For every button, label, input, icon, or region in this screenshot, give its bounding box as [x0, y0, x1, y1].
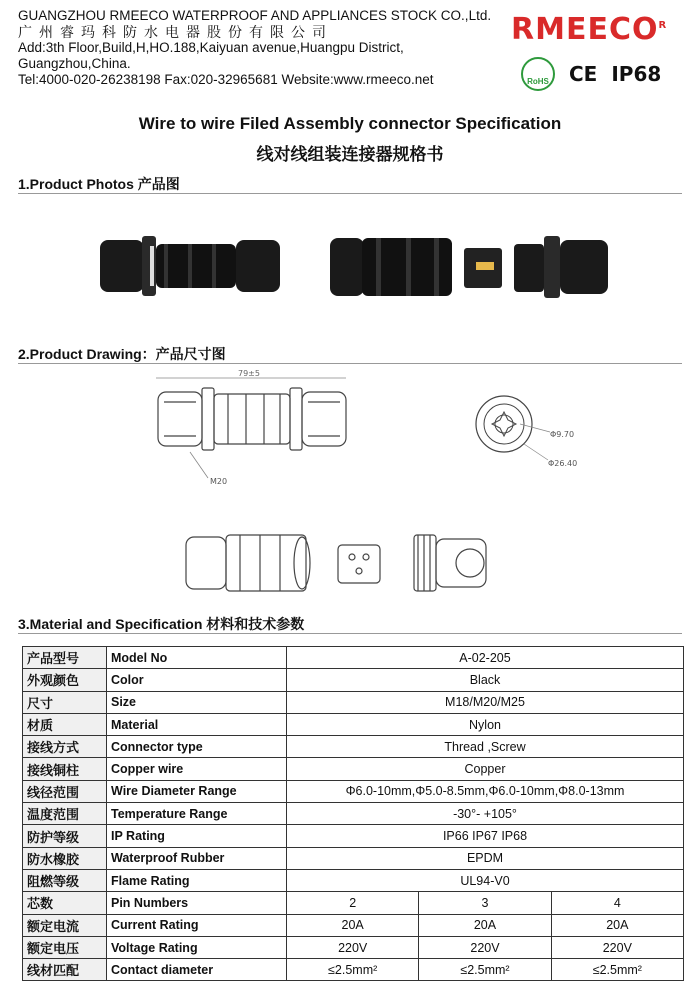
- rohs-icon: [521, 57, 555, 91]
- spec-value: Φ6.0-10mm,Φ5.0-8.5mm,Φ6.0-10mm,Φ8.0-13mm: [287, 780, 684, 802]
- section-specification: 3.Material and Specification 材料和技术参数: [18, 616, 305, 632]
- spec-value: ≤2.5mm²: [287, 959, 419, 981]
- address-line-2: Guangzhou,China.: [18, 56, 131, 71]
- assembled-connector-photo: [92, 226, 292, 306]
- spec-row: [23, 647, 684, 669]
- spec-label-en: Contact diameter: [107, 959, 287, 981]
- spec-label-cn: 防水橡胶: [23, 847, 107, 869]
- spec-label-en: Model No: [107, 647, 287, 669]
- spec-label-en: Temperature Range: [107, 803, 287, 825]
- company-header: [18, 8, 508, 88]
- spec-label-cn: 材质: [23, 713, 107, 735]
- spec-value: Nylon: [287, 713, 684, 735]
- spec-value: Thread ,Screw: [287, 736, 684, 758]
- spec-label-cn: 尺寸: [23, 691, 107, 713]
- spec-label-en: Current Rating: [107, 914, 287, 936]
- spec-row: [23, 691, 684, 713]
- exploded-parts-drawing: [180, 525, 520, 600]
- end-view-drawing: [470, 382, 600, 472]
- spec-value: 2: [287, 892, 419, 914]
- inner-diameter-label: Φ9.70: [550, 430, 575, 439]
- spec-value: 20A: [287, 914, 419, 936]
- spec-value: -30°- +105°: [287, 803, 684, 825]
- spec-label-cn: 温度范围: [23, 803, 107, 825]
- spec-value: 3: [419, 892, 551, 914]
- spec-value: ≤2.5mm²: [551, 959, 683, 981]
- spec-label-cn: 线材匹配: [23, 959, 107, 981]
- spec-value: M18/M20/M25: [287, 691, 684, 713]
- spec-table: [22, 646, 684, 981]
- spec-label-en: IP Rating: [107, 825, 287, 847]
- doc-title-cn: 线对线组装连接器规格书: [256, 145, 444, 164]
- spec-label-cn: 外观颜色: [23, 669, 107, 691]
- section-product-drawing: 2.Product Drawing：产品尺寸图: [18, 346, 226, 362]
- outer-diameter-label: Φ26.40: [548, 459, 578, 468]
- ip68-mark: IP68: [611, 62, 662, 86]
- spec-label-cn: 线径范围: [23, 780, 107, 802]
- spec-row: [23, 869, 684, 891]
- spec-row-multi: [23, 892, 684, 914]
- spec-row-multi: [23, 936, 684, 958]
- spec-label-en: Flame Rating: [107, 869, 287, 891]
- spec-value: Black: [287, 669, 684, 691]
- doc-title-en: Wire to wire Filed Assembly connector Specification: [138, 114, 562, 133]
- spec-value: 220V: [287, 936, 419, 958]
- certifications: [521, 57, 661, 91]
- spec-value: 220V: [551, 936, 683, 958]
- disassembled-connector-photo: [326, 228, 616, 306]
- registered-mark: R: [658, 20, 668, 31]
- section-divider: [18, 363, 682, 364]
- rohs-label: RoHS: [527, 77, 549, 86]
- spec-value: 20A: [419, 914, 551, 936]
- brand-logo-area: [511, 12, 686, 92]
- brand-logo: [511, 12, 686, 47]
- spec-row: [23, 780, 684, 802]
- spec-row: [23, 803, 684, 825]
- spec-value: 4: [551, 892, 683, 914]
- spec-value: ≤2.5mm²: [419, 959, 551, 981]
- spec-label-en: Connector type: [107, 736, 287, 758]
- spec-row: [23, 758, 684, 780]
- spec-value: IP66 IP67 IP68: [287, 825, 684, 847]
- spec-label-cn: 额定电压: [23, 936, 107, 958]
- spec-row: [23, 825, 684, 847]
- spec-value: EPDM: [287, 847, 684, 869]
- spec-label-en: Wire Diameter Range: [107, 780, 287, 802]
- spec-label-en: Pin Numbers: [107, 892, 287, 914]
- company-name-cn: 广州睿玛科防水电器股份有限公司: [18, 24, 333, 40]
- side-view-drawing: [150, 366, 360, 496]
- spec-label-en: Material: [107, 713, 287, 735]
- spec-label-en: Copper wire: [107, 758, 287, 780]
- address-line-1: Add:3th Floor,Build,H,HO.188,Kaiyuan avenue,Huangpu District,: [18, 40, 404, 55]
- spec-label-cn: 阻燃等级: [23, 869, 107, 891]
- logo-text: RMEECO: [511, 12, 659, 47]
- spec-label-en: Voltage Rating: [107, 936, 287, 958]
- spec-label-en: Color: [107, 669, 287, 691]
- length-dimension: 79±5: [238, 369, 260, 378]
- spec-row-multi: [23, 959, 684, 981]
- spec-value: 20A: [551, 914, 683, 936]
- section-divider: [18, 633, 682, 634]
- section-product-photos: 1.Product Photos 产品图: [18, 176, 180, 192]
- section-divider: [18, 193, 682, 194]
- spec-label-cn: 芯数: [23, 892, 107, 914]
- spec-label-en: Size: [107, 691, 287, 713]
- spec-value: 220V: [419, 936, 551, 958]
- spec-label-cn: 接线方式: [23, 736, 107, 758]
- spec-row: [23, 669, 684, 691]
- spec-row-multi: [23, 914, 684, 936]
- spec-value: UL94-V0: [287, 869, 684, 891]
- spec-label-cn: 产品型号: [23, 647, 107, 669]
- spec-row: [23, 847, 684, 869]
- contact-line: Tel:4000-020-26238198 Fax:020-32965681 Website:www.rmeeco.net: [18, 72, 434, 87]
- thread-label: M20: [210, 477, 228, 486]
- spec-value: A-02-205: [287, 647, 684, 669]
- company-name-en: GUANGZHOU RMEECO WATERPROOF AND APPLIANCES STOCK CO.,Ltd.: [18, 8, 492, 23]
- spec-label-en: Waterproof Rubber: [107, 847, 287, 869]
- ce-mark: CE: [569, 62, 598, 86]
- spec-row: [23, 736, 684, 758]
- spec-label-cn: 额定电流: [23, 914, 107, 936]
- spec-label-cn: 防护等级: [23, 825, 107, 847]
- spec-label-cn: 接线铜柱: [23, 758, 107, 780]
- spec-row: [23, 713, 684, 735]
- spec-value: Copper: [287, 758, 684, 780]
